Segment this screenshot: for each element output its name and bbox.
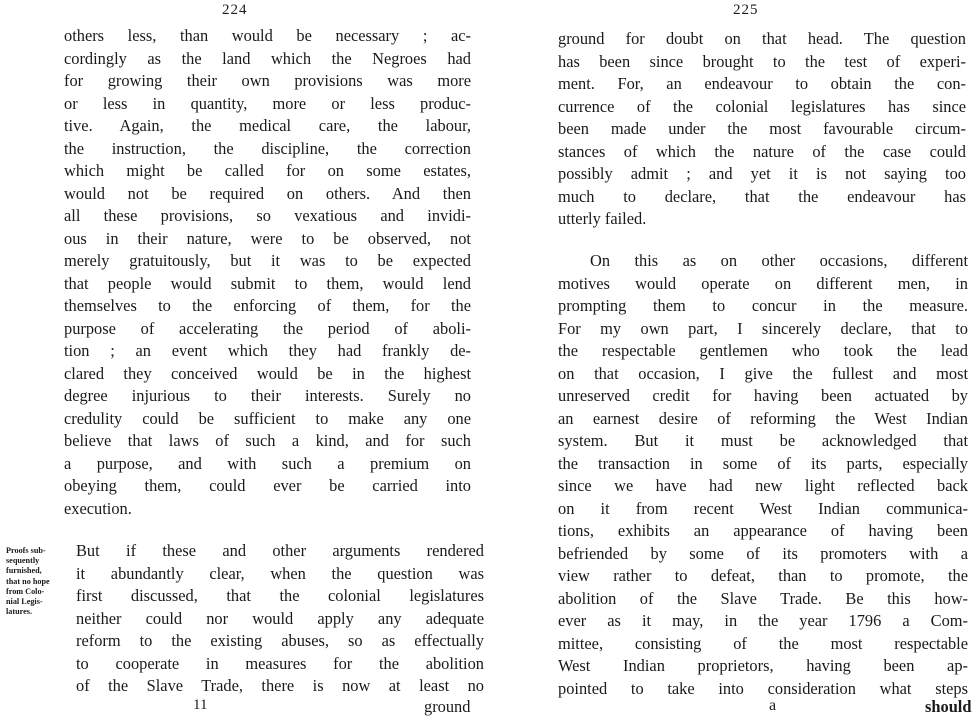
text-line: been made under the most favourable circum- [558,119,966,138]
text-line: ment. For, an endeavour to obtain the con- [558,74,966,93]
text-line: abolition of the Slave Trade. Be this how- [558,588,968,608]
text-line: reform to the existing abuses, so as effectually [76,631,484,650]
margin-note-line: furnished, [6,566,42,576]
margin-note-line: that no hope [6,576,50,586]
text-line: ground for doubt on that head. The question [558,29,966,48]
right-page [495,0,980,723]
text-line: all these provisions, so vexatious and invidi- [64,206,471,225]
text-line: which might be called for on some estates, [64,161,471,180]
text-line: credulity could be sufficient to make any one [64,408,471,428]
catchword: ground [424,697,471,716]
text-line: neither could nor would apply any adequate [76,608,484,628]
signature-mark: 11 [193,697,208,713]
text-line: prompting them to concur in the measure. [558,296,968,315]
text-line: on that occasion, I give the fullest and most [558,363,968,383]
right-paragraph-1 [558,28,966,231]
text-line: tion ; an event which they had frankly de- [64,341,471,360]
text-line: on it from recent West Indian communica- [558,498,968,518]
text-line: has been since brought to the test of experi- [558,51,966,71]
margin-note-line: sequently [6,556,40,566]
text-line: stances of which the nature of the case could [558,141,966,161]
text-line: motives would operate on different men, in [558,273,968,293]
left-paragraph-1 [64,25,471,520]
text-line: merely gratuitously, but it was to be expected [64,251,471,270]
text-line: view rather to defeat, than to promote, the [558,566,968,585]
text-line: it abundantly clear, when the question was [76,563,484,583]
text-line: ous in their nature, were to be observed, not [64,228,471,248]
text-line: obeying them, could ever be carried into [64,476,471,495]
text-line: mittee, consisting of the most respectable [558,633,968,653]
margin-note-line: nial Legis- [6,597,43,607]
text-line: tions, exhibits an appearance of having been [558,521,968,540]
text-line: possibly admit ; and yet it is not saying too [558,164,966,183]
text-line: of the Slave Trade, there is now at least no [76,676,484,695]
text-line: cordingly as the land which the Negroes had [64,48,471,68]
text-line: On this as on other occasions, different [590,251,968,270]
text-line: a purpose, and with such a premium on [64,453,471,473]
text-line: believe that laws of such a kind, and for such [64,431,471,450]
text-line: befriended by some of its promoters with a [558,543,968,563]
margin-note-line: Proofs sub- [6,546,46,555]
text-line: For my own part, I sincerely declare, that to [558,318,968,338]
text-line: since we have had new light reflected back [558,476,968,495]
text-line: first discussed, that the colonial legislatures [76,586,484,605]
text-line: execution. [64,498,132,518]
text-line: or less in quantity, more or less produc- [64,93,471,113]
right-page-number: 225 [733,2,759,18]
margin-note [6,546,72,617]
text-line: system. But it must be acknowledged that [558,431,968,450]
left-page-number: 224 [222,2,248,18]
text-line: to cooperate in measures for the abolition [76,653,484,673]
text-line: pointed to take into consideration what steps [558,678,968,698]
text-line: for growing their own provisions was more [64,71,471,90]
text-line: unreserved credit for having been actuated by [558,386,968,405]
text-line: an earnest desire of reforming the West Indian [558,408,968,428]
text-line: themselves to the enforcing of them, for the [64,296,471,315]
right-paragraph-2 [558,250,968,700]
margin-note-line: latures. [6,607,33,617]
catchword: should [925,697,972,716]
text-line: much to declare, that the endeavour has [558,186,966,206]
text-line: West Indian proprietors, having been ap- [558,656,968,675]
text-line: the instruction, the discipline, the correction [64,138,471,158]
left-paragraph-2 [76,540,484,698]
text-line: But if these and other arguments rendered [76,541,484,560]
text-line: clared they conceived would be in the highest [64,363,471,383]
text-line: ever as it may, in the year 1796 a Com- [558,611,968,630]
text-line: would not be required on others. And then [64,183,471,203]
signature-mark: a [769,697,777,714]
text-line: the transaction in some of its parts, especially [558,453,968,473]
text-line: purpose of accelerating the period of aboli- [64,318,471,338]
text-line: currence of the colonial legislatures has since [558,96,966,116]
text-line: degree injurious to their interests. Surely no [64,386,471,405]
text-line: utterly failed. [558,209,647,228]
margin-note-line: from Colo- [6,586,45,596]
text-line: tive. Again, the medical care, the labour, [64,116,471,135]
text-line: that people would submit to them, would lend [64,273,471,293]
text-line: others less, than would be necessary ; ac- [64,26,471,45]
text-line: the respectable gentlemen who took the lead [558,341,968,360]
